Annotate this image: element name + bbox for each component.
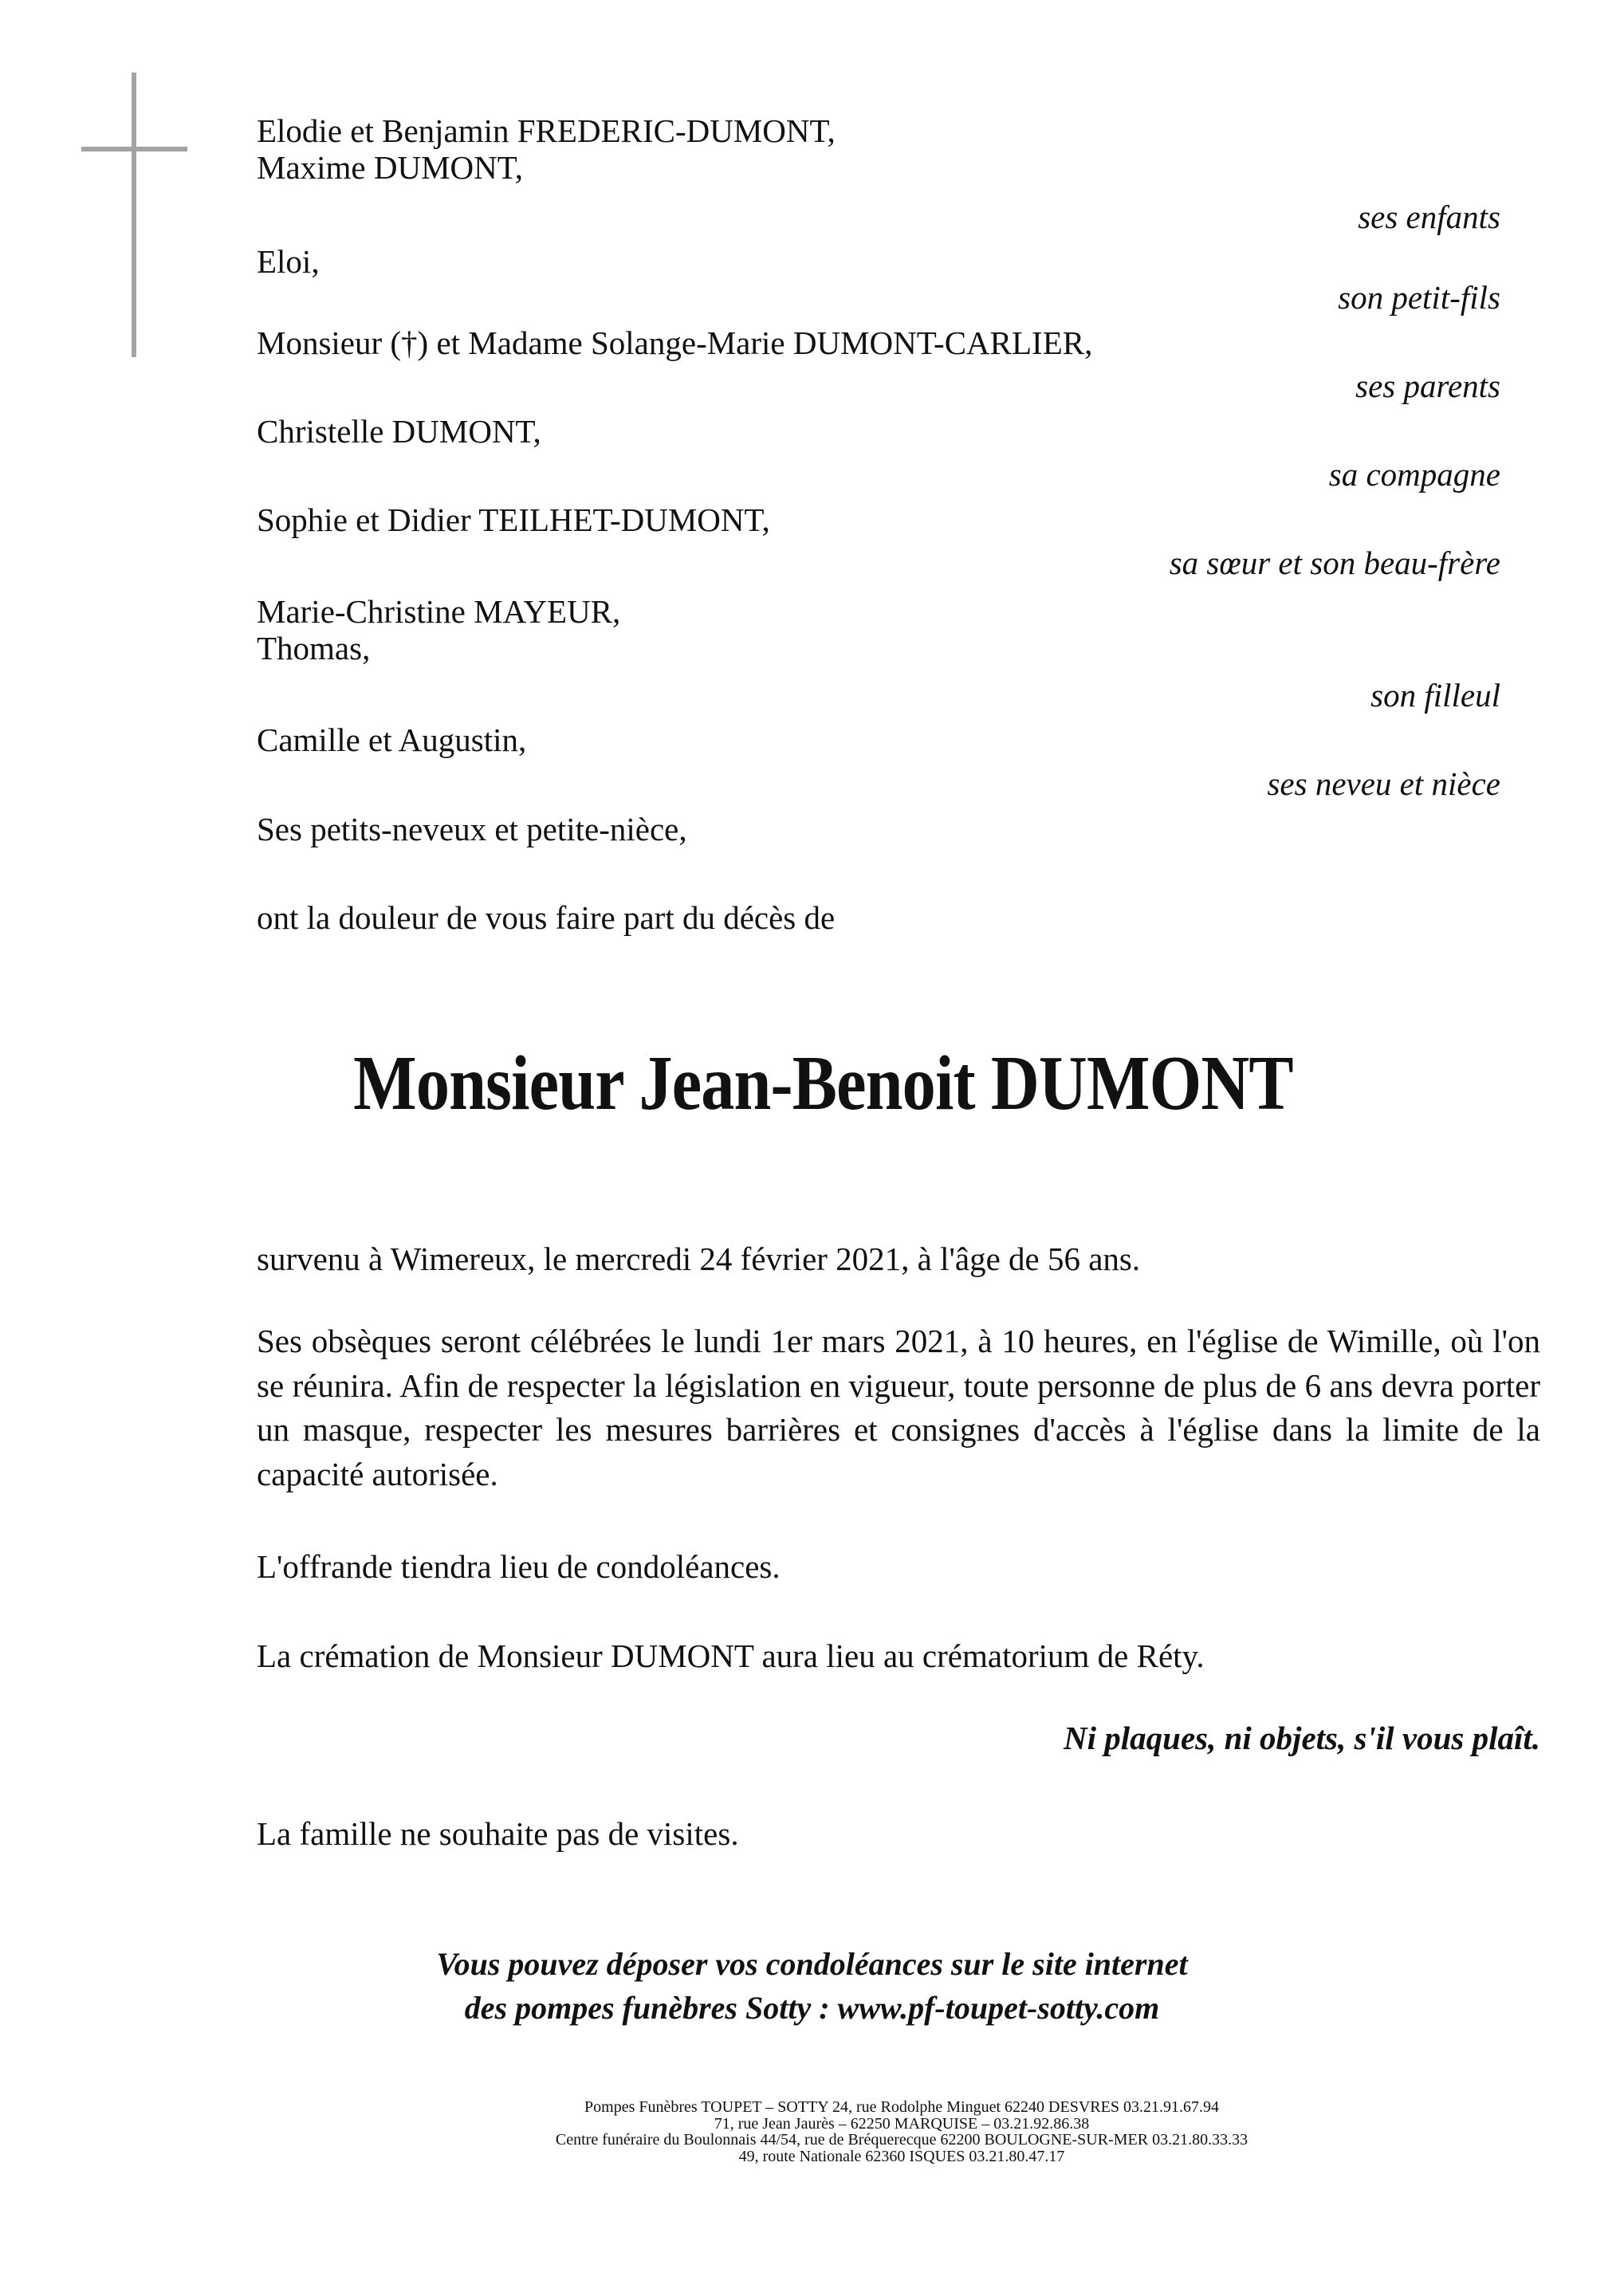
family-line: Christelle DUMONT, bbox=[257, 413, 541, 450]
no-visits-line: La famille ne souhaite pas de visites. bbox=[257, 1815, 739, 1852]
family-line: Monsieur (†) et Madame Solange-Marie DUMONT-CARLIER, bbox=[257, 324, 1093, 361]
funeral-paragraph: Ses obsèques seront célébrées le lundi 1er mars 2021, à 10 heures, en l'église de Wimille, où l'on se réunira. Afin de respecter la législation en vigueur, toute personne de plus de 6 ans devra porter un masque, respecter les mesures barrières et consignes d'accès à l'église dans la limite de la capacité autorisée. bbox=[257, 1323, 1540, 1492]
family-line: Marie-Christine MAYEUR, bbox=[257, 593, 621, 630]
death-info: survenu à Wimereux, le mercredi 24 février 2021, à l'âge de 56 ans. bbox=[257, 1240, 1141, 1277]
condolences-website-line: des pompes funèbres Sotty : www.pf-toupet-sotty.com bbox=[464, 1990, 1160, 2026]
offering-line: L'offrande tiendra lieu de condoléances. bbox=[257, 1548, 781, 1585]
relation-label: son petit-fils bbox=[1338, 279, 1500, 316]
deceased-name-title: Monsieur Jean-Benoit DUMONT bbox=[353, 1040, 1293, 1126]
footer-line: Centre funéraire du Boulonnais 44/54, rue de Bréquerecque 62200 BOULOGNE-SUR-MER 03.21.80.33.33 bbox=[555, 2131, 1248, 2149]
cremation-line: La crémation de Monsieur DUMONT aura lieu au crématorium de Réty. bbox=[257, 1637, 1205, 1674]
cross-vertical-bar bbox=[132, 73, 136, 357]
relation-label: ses neveu et nièce bbox=[1267, 765, 1500, 802]
announcement-line: ont la douleur de vous faire part du décès de bbox=[257, 899, 836, 936]
family-line: Eloi, bbox=[257, 243, 320, 280]
funeral-home-footer bbox=[0, 2099, 1624, 2164]
family-line: Maxime DUMONT, bbox=[257, 149, 524, 186]
family-line: Sophie et Didier TEILHET-DUMONT, bbox=[257, 501, 770, 538]
family-line: Elodie et Benjamin FREDERIC-DUMONT, bbox=[257, 112, 836, 149]
relation-label: son filleul bbox=[1370, 677, 1500, 714]
footer-line: 71, rue Jean Jaurès – 62250 MARQUISE – 03.21.92.86.38 bbox=[714, 2114, 1090, 2133]
relation-label: sa compagne bbox=[1328, 456, 1500, 493]
relation-label: ses enfants bbox=[1358, 199, 1500, 235]
footer-line: 49, route Nationale 62360 ISQUES 03.21.80.47.17 bbox=[738, 2147, 1065, 2165]
cross-horizontal-bar bbox=[81, 147, 187, 151]
footer-line: Pompes Funèbres TOUPET – SOTTY 24, rue Rodolphe Minguet 62240 DESVRES 03.21.91.67.94 bbox=[584, 2098, 1219, 2116]
family-line: Camille et Augustin, bbox=[257, 721, 527, 758]
relation-label: sa sœur et son beau-frère bbox=[1169, 545, 1500, 581]
family-line: Ses petits-neveux et petite-nièce, bbox=[257, 811, 687, 847]
condolences-line: Vous pouvez déposer vos condoléances sur le site internet bbox=[436, 1946, 1188, 1982]
relation-label: ses parents bbox=[1355, 368, 1500, 404]
no-flowers-notice: Ni plaques, ni objets, s'il vous plaît. bbox=[1064, 1720, 1540, 1756]
family-line: Thomas, bbox=[257, 630, 371, 666]
